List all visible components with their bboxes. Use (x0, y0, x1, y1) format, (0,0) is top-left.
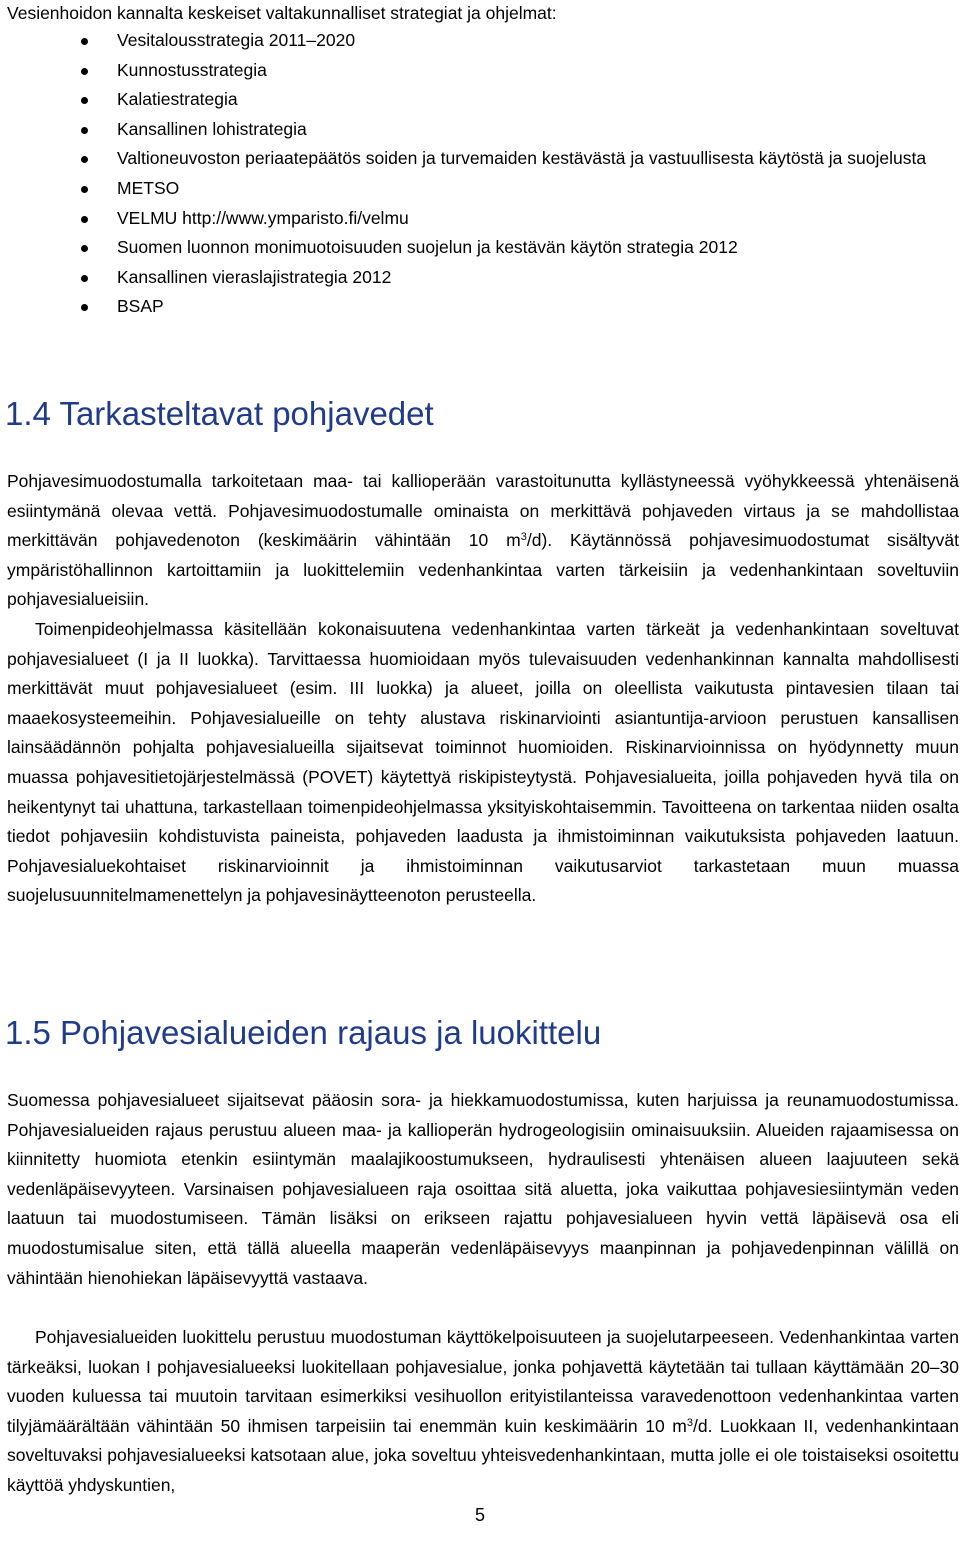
bullet-icon (81, 68, 88, 75)
body-paragraph: Pohjavesialueiden luokittelu perustuu muodostuman käyttökelpoisuuteen ja suojelutarpeeseen. Vedenhankintaa varten tärkeäksi, luokan I pohjavesialueeksi luokitellaan pohjavesialue, jonka pohjavettä käytetään tai tullaan käyttämään 20–30 vuoden kuluessa tai muutoin tarvitaan esimerkiksi vesihuollon erityistilanteissa varavedenottoon vedenhankintaa varten tilyjämäärältään vähintään 50 ihmisen tarpeisiin tai enemmän kuin keskimäärin 10 $m^3/d$. Luokkaan II, vedenhankintaan soveltuvaksi pohjavesialueeksi katsotaan alue, joka soveltuu yhteisvedenhankintaan, mutta jolle ei ole toistaiseksi osoitettu käyttöä yhdyskuntien, (7, 1327, 959, 1495)
list-item: Kunnostusstrategia (0, 56, 960, 86)
body-paragraph: Pohjavesimuodostumalla tarkoitetaan maa- tai kallioperään varastoitunutta kyllästyneessä vyöhykkeessä yhtenäisenä esiintymänä olevaa vettä. Pohjavesimuodostumalle ominaista on merkittävä pohjaveden virtaus ja se mahdollistaa merkittävän pohjavedenoton (keskimäärin vähintään 10 $m^3/d$). Käytännössä pohjavesimuodostumat sisältyvät ympäristöhallinnon kartoittamiin ja luokittelemiin vedenhankintaa varten tärkeisiin ja vedenhankintaan soveltuviin pohjavesialueisiin. (7, 471, 960, 610)
bullet-icon (81, 127, 88, 134)
page-number: 5 (474, 1505, 485, 1525)
list-item: BSAP (0, 292, 960, 322)
intro-text: Vesienhoidon kannalta keskeiset valtakunnalliset strategiat ja ohjelmat: (7, 3, 557, 23)
list-item: Kansallinen lohistrategia (0, 115, 960, 145)
bullet-icon (81, 38, 88, 45)
section-heading: 1.4 Tarkasteltavat pohjavedet (5, 395, 434, 432)
list-item: METSO (0, 174, 960, 204)
list-item: Kansallinen vieraslajistrategia 2012 (0, 263, 960, 293)
list-item: Suomen luonnon monimuotoisuuden suojelun ja kestävän käytön strategia 2012 (0, 233, 960, 263)
bullet-icon (81, 186, 88, 193)
list-item: Valtioneuvoston periaatepäätös soiden ja turvemaiden kestävästä ja vastuullisesta käytöstä ja suojelusta (0, 144, 960, 174)
bullet-icon (81, 156, 88, 163)
body-paragraph: Toimenpideohjelmassa käsitellään kokonaisuutena vedenhankintaa varten tärkeät ja vedenhankintaan soveltuvat pohjavesialueet (I ja II luokka). Tarvittaessa huomioidaan myös tulevaisuuden vedenhankinnan kannalta mahdollisesti merkittävät muut pohjavesialueet (esim. III luokka) ja alueet, joilla on oleellista vaikutusta pintavesien tilaan tai maaekosysteemeihin. Pohjavesialueille on tehty alustava riskinarviointi asiantuntija-arvioon perustuen kansallisen lainsäädännön pohjalta pohjavesialueilla sijaitsevat toiminnot huomioiden. Riskinarvioinnissa on hyödynnetty muun muassa pohjavesitietojärjestelmässä (POVET) käytettyä riskipisteytystä. Pohjavesialueita, joilla pohjaveden hyvä tila on heikentynyt tai uhattuna, tarkastellaan toimenpideohjelmassa yksityiskohtaisemmin. Tavoitteena on tarkentaa niiden osalta tiedot pohjavesiin kohdistuvista paineista, pohjaveden laadusta ja ihmistoiminnan vaikutuksista pohjaveden laatuun. Pohjavesialuekohtaiset riskinarvioinnit ja ihmistoiminnan vaikutusarviot tarkastetaan muun muassa suojelusuunnitelmamenettelyn ja pohjavesinäytteenoton perusteella. (7, 619, 959, 906)
section-heading: 1.5 Pohjavesialueiden rajaus ja luokittelu (5, 1014, 602, 1051)
list-item: VELMU http://www.ymparisto.fi/velmu (0, 204, 960, 234)
list-item: Kalatiestrategia (0, 85, 960, 115)
strategy-list (0, 26, 960, 322)
list-item: Vesitalousstrategia 2011–2020 (0, 26, 960, 56)
superscript: 3 (686, 1416, 693, 1429)
superscript: 3 (520, 531, 527, 544)
bullet-icon (81, 245, 88, 252)
body-paragraph: Suomessa pohjavesialueet sijaitsevat pääosin sora- ja hiekkamuodostumissa, kuten harjuissa ja reunamuodostumissa. Pohjavesialueiden rajaus perustuu alueen maa- ja kallioperän hydrogeologisiin ominaisuuksiin. Alueiden rajaamisessa on kiinnitetty huomiota etenkin esiintymän maalajikoostumukseen, hydraulisesti yhtenäisen alueen laajuuteen sekä vedenläpäisevyyteen. Varsinaisen pohjavesialueen raja osoittaa sitä aluetta, joka vaikuttaa pohjavesiesiintymän veden laatuun tai muodostumiseen. Tämän lisäksi on erikseen rajattu pohjavesialueen hyvin vettä läpäisevä osa eli muodostumisalue siten, että tällä alueella maaperän vedenläpäisevyys maanpinnan ja pohjavedenpinnan välillä on vähintään hienohiekan läpäisevyyttä vastaava. (7, 1090, 959, 1288)
bullet-icon (81, 97, 88, 104)
bullet-icon (81, 304, 88, 311)
bullet-icon (81, 275, 88, 282)
bullet-icon (81, 216, 88, 223)
